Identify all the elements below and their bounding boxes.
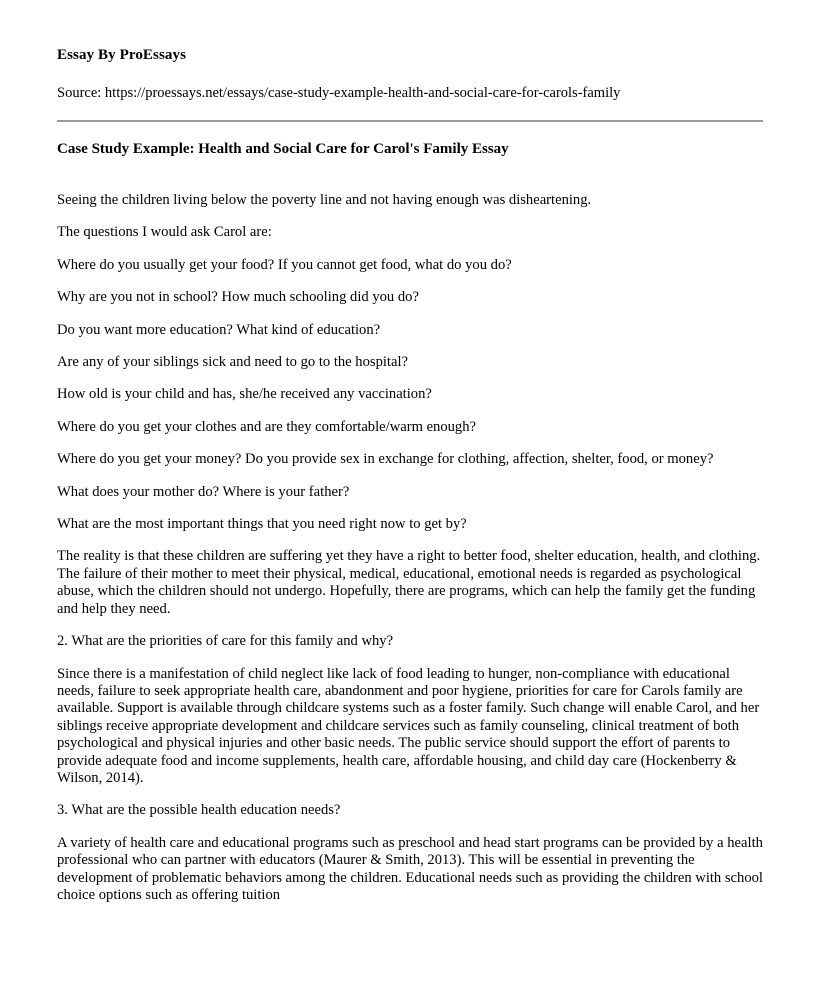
essay-body (57, 192, 763, 904)
body-paragraph: 2. What are the priorities of care for this family and why? (57, 633, 394, 650)
page-title: Case Study Example: Health and Social Care for Carol's Family Essay (57, 141, 509, 157)
body-paragraph: Where do you get your money? Do you provide sex in exchange for clothing, affection, shelter, food, or money? (57, 451, 714, 468)
body-paragraph: The reality is that these children are suffering yet they have a right to better food, shelter education, health, and clothing. The failure of their mother to meet their physical, medical, educational, emotional needs is regarded as psychological abuse, which the children should not undergo. Hopefully, there are programs, which can help the family get the funding and help they need. (57, 548, 761, 617)
body-paragraph: Seeing the children living below the poverty line and not having enough was disheartening. (57, 192, 592, 208)
body-paragraph: Where do you usually get your food? If you cannot get food, what do you do? (57, 256, 512, 273)
body-paragraph: Since there is a manifestation of child neglect like lack of food leading to hunger, non-compliance with educational needs, failure to seek appropriate health care, abandonment and poor hygiene, priorities for care for Carols family are available. Support is available through childcare systems such as a foster family. Such change will enable Carol, and her siblings receive appropriate development and childcare services such as family counseling, clinical treatment of both psychological and physical injuries and other basic needs. The public service should support the effort of parents to provide adequate food and income supplements, health care, affordable housing, and child day care (Hockenberry & Wilson, 2014). (57, 665, 760, 786)
body-paragraph: What are the most important things that you need right now to get by? (57, 516, 467, 533)
header-divider (57, 120, 763, 122)
body-paragraph: Are any of your siblings sick and need to go to the hospital? (57, 354, 408, 371)
source-url-line: Source: https://proessays.net/essays/case-study-example-health-and-social-care-for-carols-family (57, 85, 621, 101)
body-paragraph: 3. What are the possible health education needs? (57, 802, 341, 819)
body-paragraph: Do you want more education? What kind of education? (57, 321, 381, 338)
body-paragraph: How old is your child and has, she/he received any vaccination? (57, 386, 432, 403)
brand-heading: Essay By ProEssays (57, 47, 187, 63)
body-paragraph: The questions I would ask Carol are: (57, 224, 272, 241)
body-paragraph: Why are you not in school? How much schooling did you do? (57, 289, 419, 306)
body-paragraph: What does your mother do? Where is your father? (57, 483, 350, 500)
body-paragraph: A variety of health care and educational programs such as preschool and head start programs can be provided by a health professional who can partner with educators (Maurer & Smith, 2013). This will be essential in preventing the development of problematic behaviors among the children. Educational needs such as providing the children with school choice options such as offering tuition (57, 834, 763, 903)
body-paragraph: Where do you get your clothes and are they comfortable/warm enough? (57, 418, 477, 435)
